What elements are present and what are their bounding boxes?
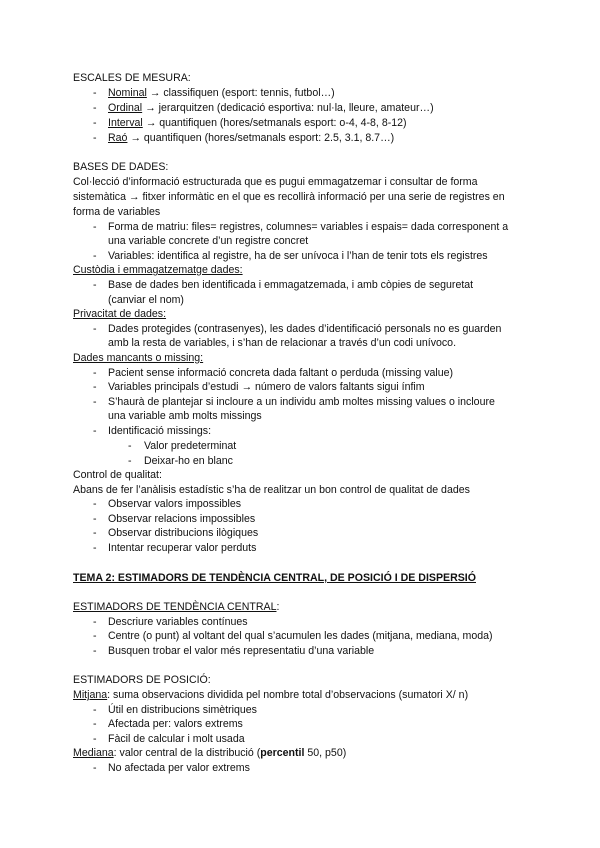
list-item: Raó → quantifiquen (hores/setmanals esport: 2.5, 3.1, 8.7…) xyxy=(108,132,395,144)
list-item: Identificació missings: xyxy=(108,425,212,437)
mitjana-definition: Mitjana: suma observacions dividida pel nombre total d’observacions (sumatori X/ n) xyxy=(73,689,469,701)
list-dash: - xyxy=(93,102,97,114)
list-item: Ordinal → jerarquitzen (dedicació esportiva: nul·la, lleure, amateur…) xyxy=(108,102,434,114)
section-title: TEMA 2: ESTIMADORS DE TENDÈNCIA CENTRAL, DE POSICIÓ I DE DISPERSIÓ xyxy=(73,572,476,584)
list-dash: - xyxy=(93,381,97,393)
list-item: Descriure variables contínues xyxy=(108,616,248,628)
sublist-dash: - xyxy=(128,455,132,467)
list-item: Observar relacions impossibles xyxy=(108,513,256,525)
list-dash: - xyxy=(93,367,97,379)
list-dash: - xyxy=(93,630,97,642)
list-item: Forma de matriu: files= registres, columnes= variables i espais= dada corresponent a xyxy=(108,221,509,233)
list-item: Interval → quantifiquen (hores/setmanals esport: o-4, 4-8, 8-12) xyxy=(108,117,407,129)
list-dash: - xyxy=(93,221,97,233)
list-dash: - xyxy=(93,117,97,129)
custodia-heading: Custòdia i emmagatzematge dades: xyxy=(73,264,243,276)
paragraph-line: Col·lecció d’informació estructurada que es pugui emmagatzemar i consultar de forma xyxy=(73,176,478,188)
sublist-dash: - xyxy=(128,440,132,452)
list-dash: - xyxy=(93,498,97,510)
list-item-continuation: una variable amb molts missings xyxy=(108,410,262,422)
list-dash: - xyxy=(93,527,97,539)
list-item: Pacient sense informació concreta dada faltant o perduda (missing value) xyxy=(108,367,454,379)
list-item: Observar valors impossibles xyxy=(108,498,242,510)
list-dash: - xyxy=(93,87,97,99)
list-dash: - xyxy=(93,425,97,437)
list-item-continuation: amb la resta de variables, i s’han de relacionar a través d’un codi unívoco. xyxy=(108,337,457,349)
list-item: Observar distribucions ilògiques xyxy=(108,527,259,539)
list-dash: - xyxy=(93,250,97,262)
paragraph-line: sistemàtica → fitxer informàtic en el que es recollirà informació per una serie de registres en xyxy=(73,191,505,203)
list-dash: - xyxy=(93,762,97,774)
paragraph-line: forma de variables xyxy=(73,206,161,218)
list-item: Útil en distribucions simètriques xyxy=(108,704,257,716)
list-item: Variables principals d’estudi → número de valors faltants sigui ínfim xyxy=(108,381,425,393)
list-dash: - xyxy=(93,704,97,716)
list-dash: - xyxy=(93,718,97,730)
posicio-heading: ESTIMADORS DE POSICIÓ: xyxy=(73,674,211,686)
bases-heading: BASES DE DADES: xyxy=(73,161,169,173)
list-item: Nominal → classifiquen (esport: tennis, futbol…) xyxy=(108,87,335,99)
control-heading: Control de qualitat: xyxy=(73,469,162,481)
list-item: Variables: identifica al registre, ha de ser unívoca i l’han de tenir tots els registres xyxy=(108,250,488,262)
list-dash: - xyxy=(93,542,97,554)
central-heading: ESTIMADORS DE TENDÈNCIA CENTRAL: xyxy=(73,601,280,613)
list-item: Base de dades ben identificada i emmagatzemada, i amb còpies de seguretat xyxy=(108,279,474,291)
list-dash: - xyxy=(93,513,97,525)
list-dash: - xyxy=(93,132,97,144)
list-item: Fàcil de calcular i molt usada xyxy=(108,733,245,745)
list-dash: - xyxy=(93,645,97,657)
sublist-item: Deixar-ho en blanc xyxy=(144,455,233,467)
list-item: No afectada per valor extrems xyxy=(108,762,250,774)
list-item: Dades protegides (contrasenyes), les dades d’identificació personals no es guarden xyxy=(108,323,502,335)
sublist-item: Valor predeterminat xyxy=(144,440,237,452)
list-item: Busquen trobar el valor més representatiu d’una variable xyxy=(108,645,375,657)
list-item-continuation: una variable concrete d’un registre concret xyxy=(108,235,309,247)
list-item: S’haurà de plantejar si incloure a un individu amb moltes missing values o incloure xyxy=(108,396,495,408)
list-item: Afectada per: valors extrems xyxy=(108,718,243,730)
list-dash: - xyxy=(93,323,97,335)
scales-heading: ESCALES DE MESURA: xyxy=(73,72,191,84)
list-dash: - xyxy=(93,396,97,408)
list-item-continuation: (canviar el nom) xyxy=(108,294,184,306)
list-dash: - xyxy=(93,616,97,628)
list-item: Intentar recuperar valor perduts xyxy=(108,542,257,554)
mediana-definition: Mediana: valor central de la distribució (percentil 50, p50) xyxy=(73,747,347,759)
list-item: Centre (o punt) al voltant del qual s’acumulen les dades (mitjana, mediana, moda) xyxy=(108,630,493,642)
list-dash: - xyxy=(93,733,97,745)
list-dash: - xyxy=(93,279,97,291)
paragraph-line: Abans de fer l’anàlisis estadístic s’ha de realitzar un bon control de qualitat de dades xyxy=(73,484,470,496)
missing-heading: Dades mancants o missing: xyxy=(73,352,204,364)
privacitat-heading: Privacitat de dades: xyxy=(73,308,167,320)
